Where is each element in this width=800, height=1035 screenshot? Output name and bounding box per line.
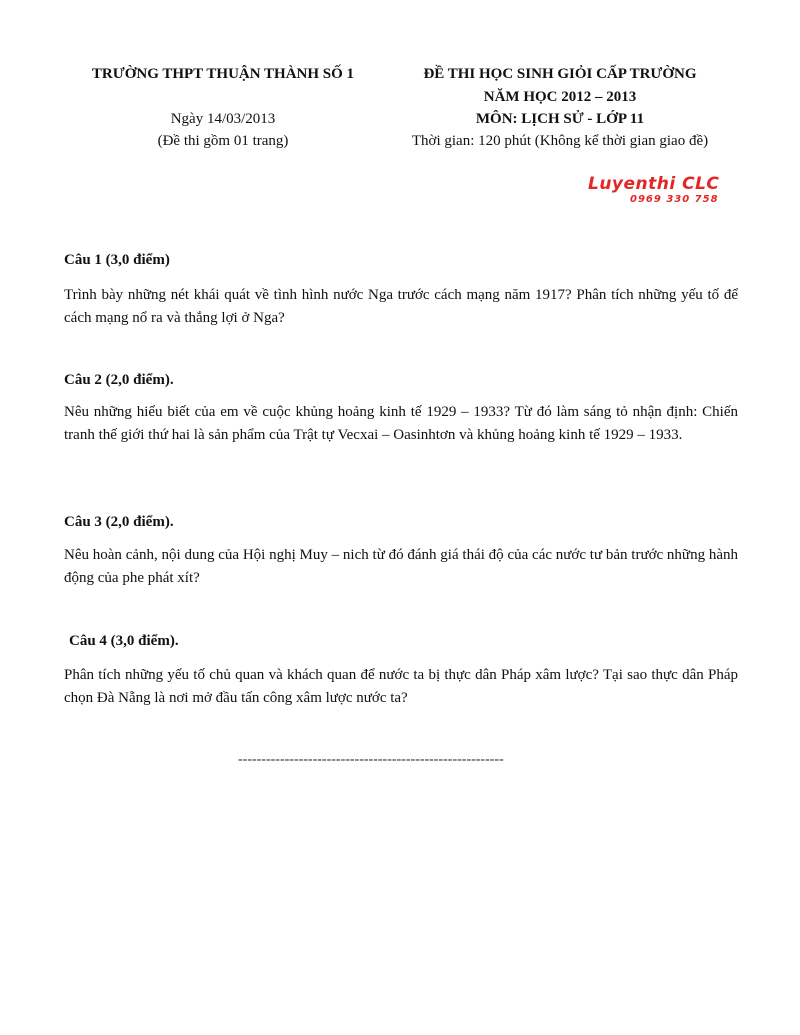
subject-title: MÔN: LỊCH SỬ - LỚP 11	[475, 111, 645, 127]
logo-brand-text: Luyenthi CLC	[588, 174, 720, 194]
page-count-note: (Đề thi gồm 01 trang)	[157, 133, 289, 149]
exam-title: ĐỀ THI HỌC SINH GIỎI CẤP TRƯỜNG	[423, 66, 697, 82]
exam-date: Ngày 14/03/2013	[170, 111, 276, 127]
end-divider: ---------------------------------------------------------	[238, 752, 504, 767]
school-year: NĂM HỌC 2012 – 2013	[483, 89, 637, 105]
question-2-body: Nêu những hiểu biết của em về cuộc khủng hoảng kinh tế 1929 – 1933? Từ đó làm sáng tỏ nhận định: Chiến tranh thế giới thứ hai là sản phẩm của Trật tự Vecxai – Oasinhtơn và khủng hoảng kinh tế 1929 – 1933.	[64, 404, 738, 443]
logo-phone-text: 0969 330 758	[630, 194, 719, 205]
question-2-title: Câu 2 (2,0 điểm).	[64, 372, 174, 388]
school-name: TRƯỜNG THPT THUẬN THÀNH SỐ 1	[91, 66, 355, 82]
brand-logo	[588, 174, 738, 206]
question-4-title: Câu 4 (3,0 điểm).	[69, 633, 179, 649]
question-3-title: Câu 3 (2,0 điểm).	[64, 514, 174, 530]
time-info: Thời gian: 120 phút (Không kể thời gian giao đề)	[411, 133, 709, 149]
question-1-body: Trình bày những nét khái quát về tình hình nước Nga trước cách mạng năm 1917? Phân tích những yếu tố để cách mạng nổ ra và thắng lợi ở Nga?	[64, 287, 738, 326]
question-4-body: Phân tích những yếu tố chủ quan và khách quan để nước ta bị thực dân Pháp xâm lược? Tại sao thực dân Pháp chọn Đà Nẵng là nơi mở đầu tấn công xâm lược nước ta?	[64, 667, 738, 706]
question-3-body: Nêu hoàn cảnh, nội dung của Hội nghị Muy – nich từ đó đánh giá thái độ của các nước tư bản trước những hành động của phe phát xít?	[64, 547, 738, 586]
question-1-title: Câu 1 (3,0 điểm)	[64, 252, 170, 268]
